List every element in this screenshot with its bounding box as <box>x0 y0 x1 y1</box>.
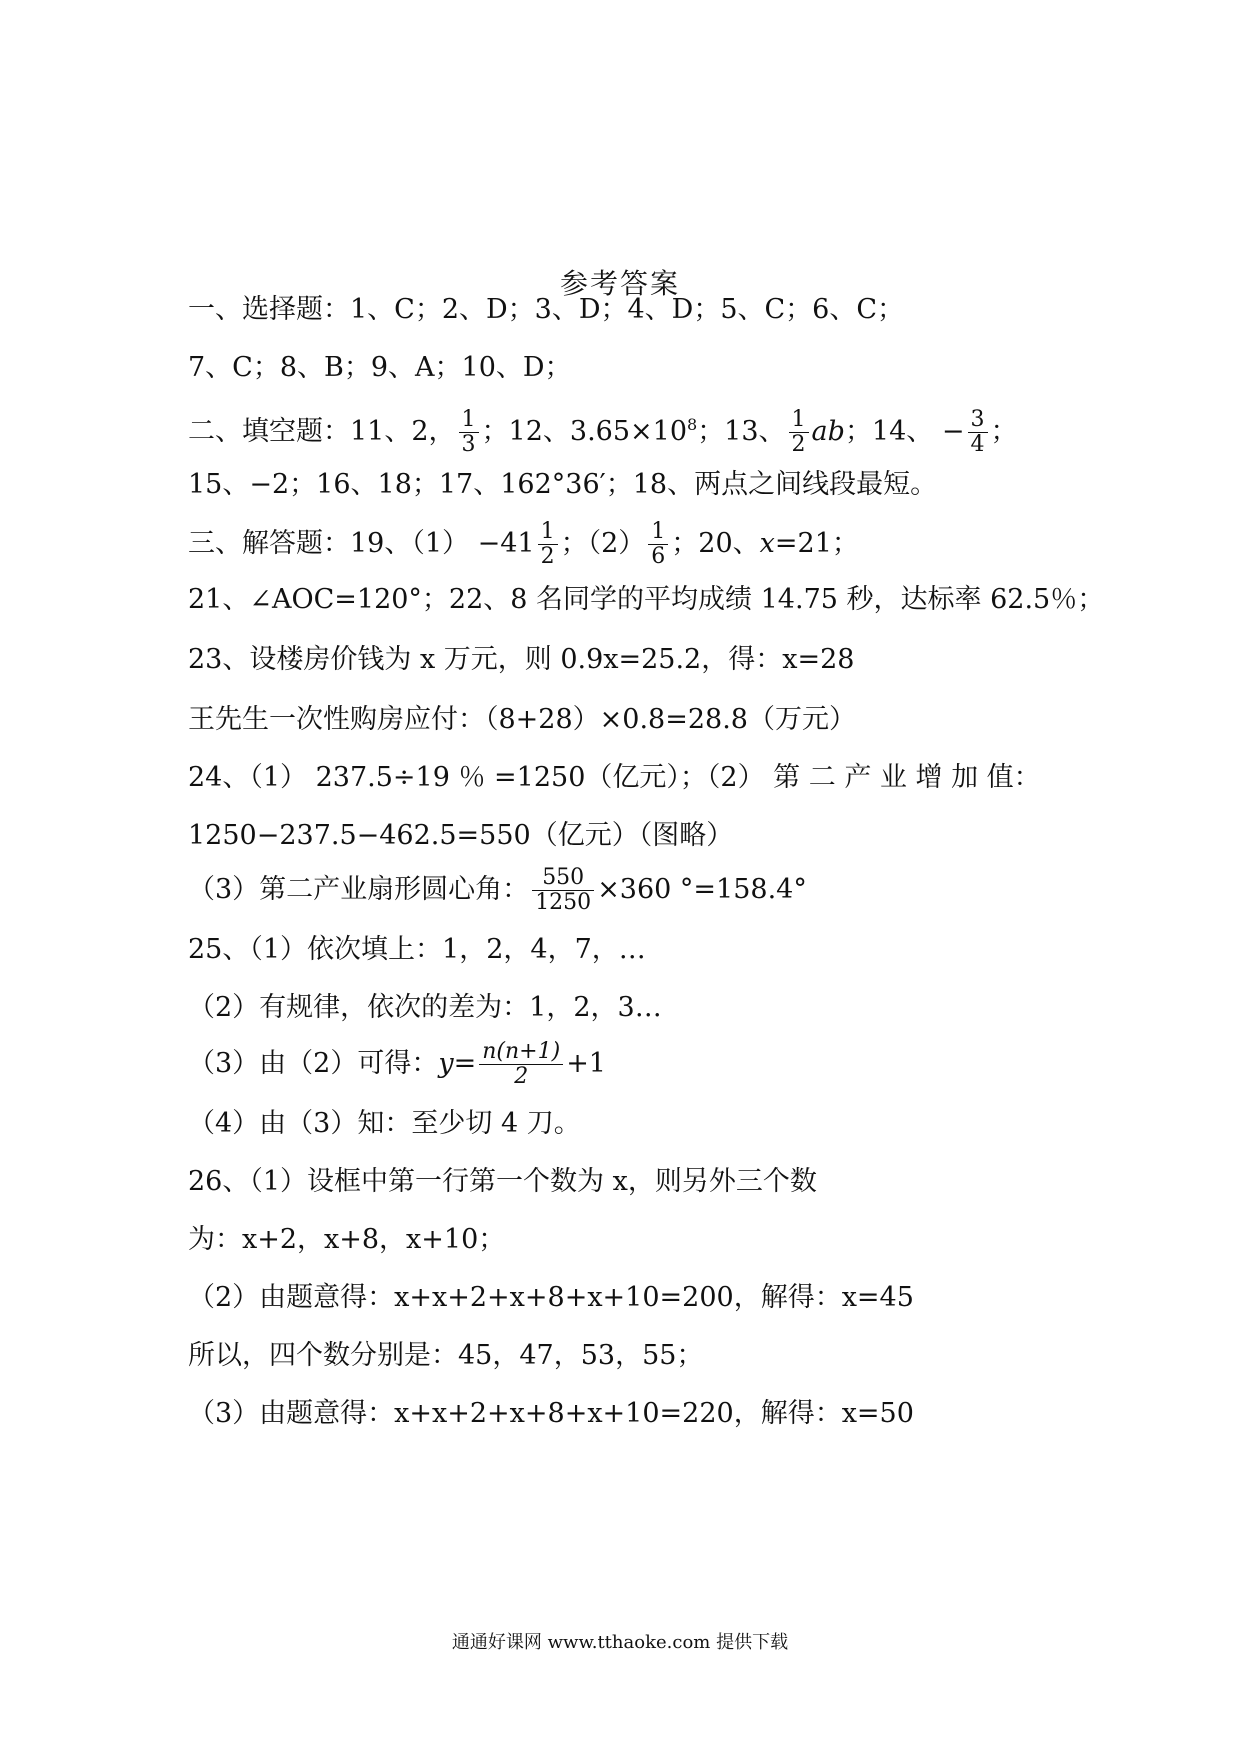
answer-line-24-b: 1250−237.5−462.5=550（亿元）（图略） <box>188 820 734 851</box>
text: 二、填空题：11、2， <box>188 416 456 447</box>
denominator: 4 <box>970 432 985 457</box>
answer-line-26-1b: 为：x+2，x+8，x+10； <box>188 1224 506 1255</box>
numerator: 1 <box>459 408 479 433</box>
answer-line-26-1a: 26、（1）设框中第一行第一个数为 x，则另外三个数 <box>188 1166 817 1197</box>
answer-line-fill-blank-1 <box>188 405 1018 457</box>
fraction <box>459 408 479 457</box>
denominator: 6 <box>651 544 666 569</box>
fraction <box>532 866 594 915</box>
answer-line-26-2b: 所以，四个数分别是：45，47，53，55； <box>188 1340 704 1371</box>
fraction <box>789 408 809 457</box>
answer-line-26-2a: （2）由题意得：x+x+2+x+8+x+10=200，解得：x=45 <box>188 1282 914 1313</box>
answer-line-24-c <box>188 866 807 915</box>
fraction <box>648 520 668 569</box>
text: ；14、 − <box>844 416 965 447</box>
answer-line-solutions-1 <box>188 520 859 569</box>
answer-line-24-a: 24、（1） 237.5÷19 ％ =1250（亿元）；（2） 第 二 产 业 增 加 值： <box>188 762 1041 793</box>
answer-line-multiple-choice-2: 7、C；8、B；9、A；10、D； <box>188 352 572 383</box>
denominator: 2 <box>791 432 806 457</box>
answer-line-25-2: （2）有规律，依次的差为：1，2，3… <box>188 992 662 1023</box>
denominator: 3 <box>461 432 476 457</box>
answer-line-multiple-choice-1: 一、选择题：1、C；2、D；3、D；4、D；5、C；6、C； <box>188 294 904 325</box>
numerator: n(n+1) <box>479 1040 563 1065</box>
fraction <box>479 1040 563 1089</box>
footer-watermark: 通通好课网 www.tthaoke.com 提供下载 <box>451 1632 789 1653</box>
variable: y <box>438 1048 454 1079</box>
answer-line-23-b: 王先生一次性购房应付：（8+28）×0.8=28.8（万元） <box>188 704 856 735</box>
denominator: 2 <box>514 1064 529 1089</box>
numerator: 550 <box>532 866 594 891</box>
page-title: 参考答案 <box>559 267 680 300</box>
variable: ab <box>811 416 845 447</box>
answer-line-26-3: （3）由题意得：x+x+2+x+8+x+10=220，解得：x=50 <box>188 1398 914 1429</box>
text: ×360 °=158.4° <box>597 874 807 905</box>
exponent: 8 <box>687 415 698 434</box>
text: = <box>453 1048 477 1079</box>
numerator: 3 <box>968 408 988 433</box>
text: 三、解答题：19、（1） −41 <box>188 528 535 559</box>
text: ；（2） <box>560 528 646 559</box>
answer-line-fill-blank-2: 15、−2；16、18；17、162°36′；18、两点之间线段最短。 <box>188 469 938 500</box>
text: +1 <box>566 1048 606 1079</box>
text: ；12、3.65×10 <box>481 416 687 447</box>
fraction <box>538 520 558 569</box>
answer-line-25-4: （4）由（3）知：至少切 4 刀。 <box>188 1108 581 1139</box>
text: （3）第二产业扇形圆心角： <box>188 874 530 905</box>
denominator: 1250 <box>535 890 592 915</box>
text: ； <box>990 416 1018 447</box>
answer-line-25-1: 25、（1）依次填上：1，2，4，7，… <box>188 934 646 965</box>
text: =21； <box>774 528 859 559</box>
answer-line-23-a: 23、设楼房价钱为 x 万元，则 0.9x=25.2，得：x=28 <box>188 644 855 675</box>
text: （3）由（2）可得： <box>188 1048 439 1079</box>
text: ；20、 <box>671 528 760 559</box>
fraction <box>968 408 988 457</box>
answer-line-21-22: 21、∠AOC=120°；22、8 名同学的平均成绩 14.75 秒，达标率 62.5％； <box>188 584 1105 615</box>
answer-line-25-3 <box>188 1040 606 1089</box>
numerator: 1 <box>648 520 668 545</box>
variable: x <box>759 528 775 559</box>
text: ；13、 <box>697 416 786 447</box>
denominator: 2 <box>540 544 555 569</box>
numerator: 1 <box>789 408 809 433</box>
numerator: 1 <box>538 520 558 545</box>
